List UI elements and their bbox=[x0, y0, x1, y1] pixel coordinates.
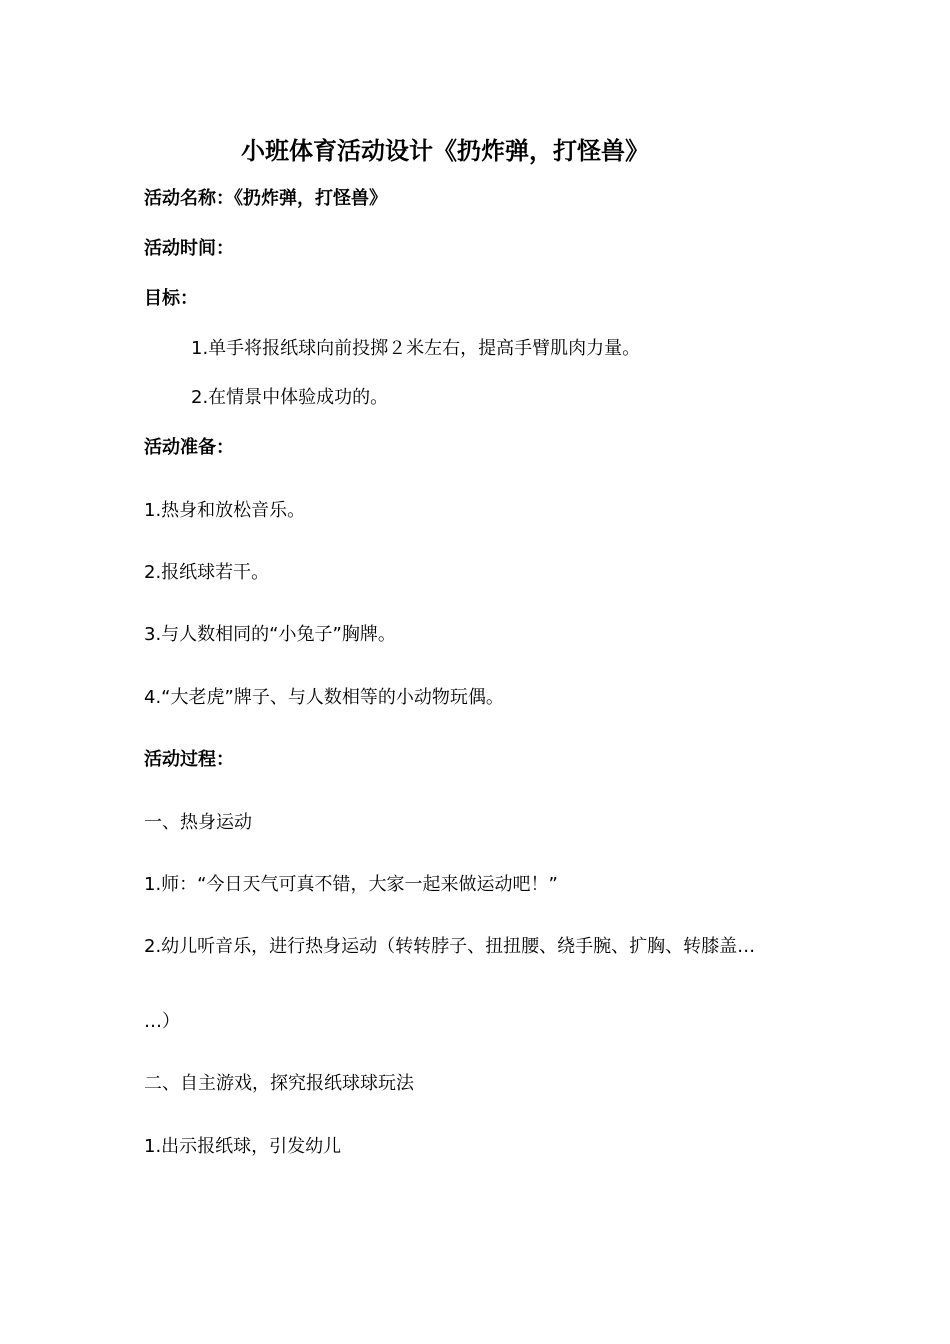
goal-item: 2.在情景中体验成功的。 bbox=[191, 387, 389, 408]
activity-name: 活动名称：《扔炸弹，打怪兽》 bbox=[144, 188, 387, 209]
prep-item: 2.报纸球若干。 bbox=[144, 562, 270, 583]
section-item: 1.师：“今日天气可真不错，大家一起来做运动吧！” bbox=[144, 874, 558, 895]
prep-item: 4.“大老虎”牌子、与人数相等的小动物玩偶。 bbox=[144, 687, 504, 708]
section-title: 二、自主游戏，探究报纸球球玩法 bbox=[144, 1073, 414, 1094]
section-item: 1.出示报纸球，引发幼儿 bbox=[144, 1136, 342, 1157]
activity-time: 活动时间： bbox=[144, 238, 234, 259]
prep-item: 1.热身和放松音乐。 bbox=[144, 500, 306, 521]
prep-heading: 活动准备： bbox=[144, 437, 234, 458]
document-title: 小班体育活动设计《扔炸弹，打怪兽》 bbox=[241, 137, 649, 165]
goals-heading: 目标： bbox=[144, 288, 198, 309]
section-item: 2.幼儿听音乐，进行热身运动（转转脖子、扭扭腰、绕手腕、扩胸、转膝盖… bbox=[144, 936, 756, 957]
prep-item: 3.与人数相同的“小兔子”胸牌。 bbox=[144, 624, 396, 645]
goal-item: 1.单手将报纸球向前投掷２米左右，提高手臂肌肉力量。 bbox=[191, 338, 641, 359]
section-title: 一、热身运动 bbox=[144, 812, 252, 833]
process-heading: 活动过程： bbox=[144, 749, 234, 770]
section-item: …） bbox=[144, 1011, 180, 1032]
